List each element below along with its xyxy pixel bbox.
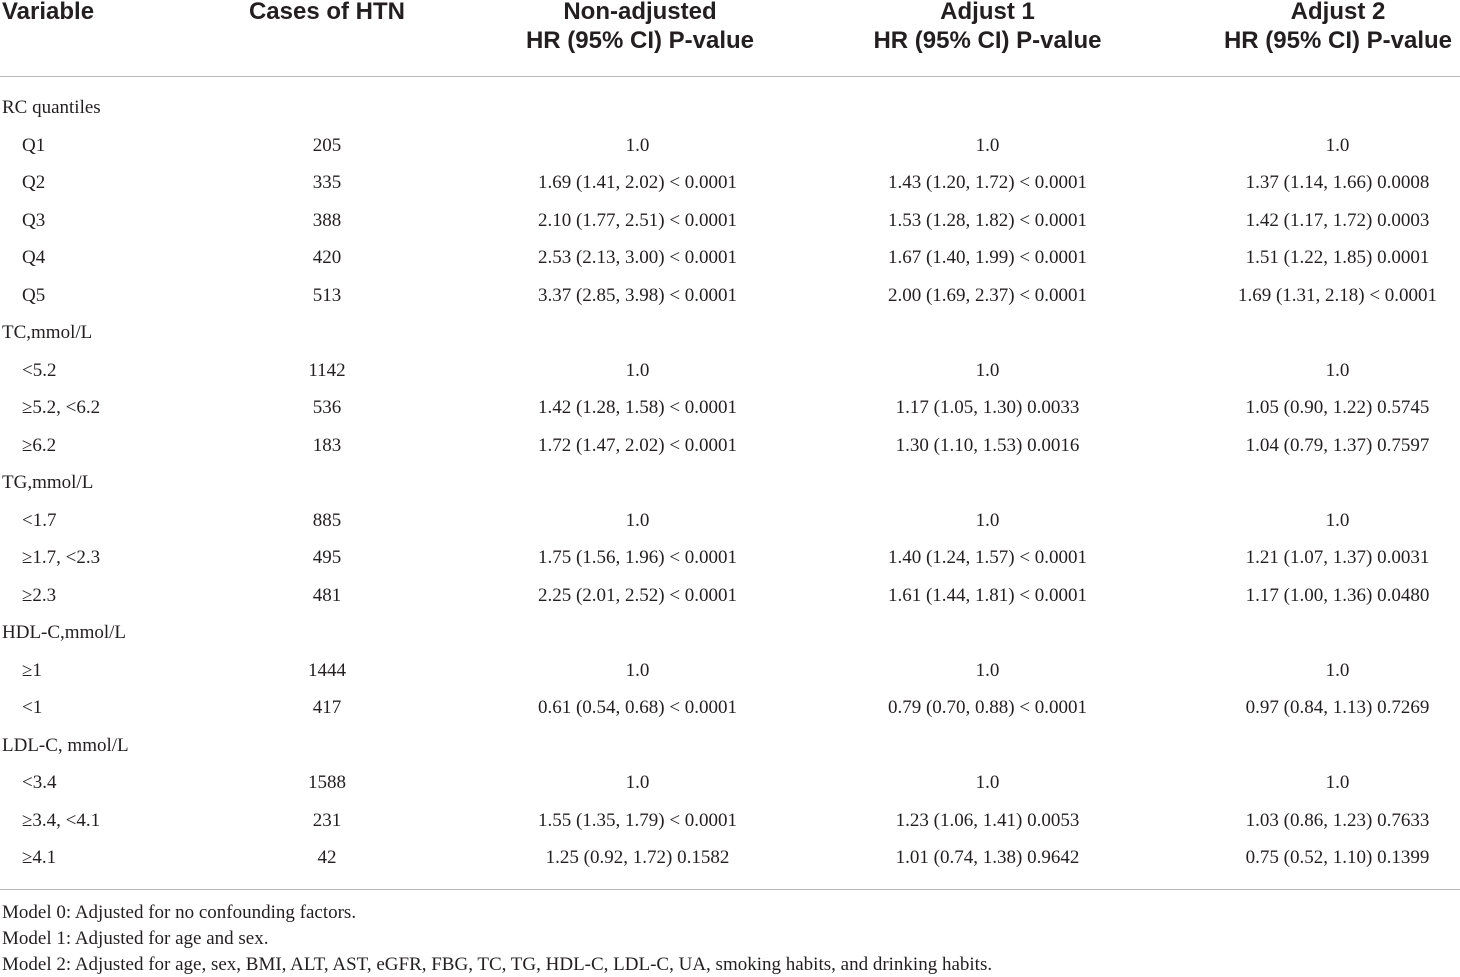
group-row	[0, 471, 1460, 508]
table-row	[0, 434, 1460, 471]
variable-cell: <5.2	[22, 359, 57, 381]
adjust-1-cell: 1.40 (1.24, 1.57) < 0.0001	[887, 547, 1088, 568]
adjust-1-cell: 1.23 (1.06, 1.41) 0.0053	[895, 809, 1080, 831]
adjust-2-cell: 0.75 (0.52, 1.10) 0.1399	[1245, 847, 1430, 868]
adjust-2-cell: 1.05 (0.90, 1.22) 0.5745	[1245, 397, 1430, 418]
variable-cell: Q2	[22, 172, 46, 193]
cases-cell: 481	[312, 584, 342, 606]
cases-cell: 536	[312, 397, 342, 418]
adjust-1-cell: 1.67 (1.40, 1.99) < 0.0001	[887, 247, 1088, 268]
non-adjusted-cell: 1.0	[625, 509, 650, 531]
variable-cell: ≥4.1	[22, 847, 57, 868]
header-adjust-2-title: Adjust 2	[1290, 0, 1386, 25]
cases-cell: 183	[312, 434, 342, 456]
footnote-model-2: Model 2: Adjusted for age, sex, BMI, ALT, AST, eGFR, FBG, TC, TG, HDL-C, LDL-C, UA, smoking habits, and drinking habits.	[2, 954, 993, 975]
adjust-1-cell: 1.17 (1.05, 1.30) 0.0033	[895, 397, 1080, 418]
table-row	[0, 171, 1460, 208]
adjust-2-cell: 1.21 (1.07, 1.37) 0.0031	[1245, 547, 1430, 568]
adjust-2-cell: 1.51 (1.22, 1.85) 0.0001	[1245, 247, 1430, 268]
non-adjusted-cell: 1.25 (0.92, 1.72) 0.1582	[545, 847, 730, 868]
table-row	[0, 809, 1460, 846]
non-adjusted-cell: 1.69 (1.41, 2.02) < 0.0001	[537, 172, 738, 193]
variable-cell: ≥5.2, <6.2	[22, 397, 101, 418]
non-adjusted-cell: 1.75 (1.56, 1.96) < 0.0001	[537, 547, 738, 568]
header-adjust-2-subtitle: HR (95% CI) P-value	[1223, 27, 1453, 54]
adjust-1-cell: 1.43 (1.20, 1.72) < 0.0001	[887, 172, 1088, 193]
group-row	[0, 621, 1460, 658]
header-divider	[0, 76, 1460, 77]
variable-cell: Q5	[22, 284, 46, 306]
table-row	[0, 396, 1460, 433]
cases-cell: 1142	[308, 359, 346, 381]
group-label: HDL-C,mmol/L	[2, 622, 127, 643]
cases-cell: 513	[312, 284, 342, 306]
variable-cell: Q4	[22, 247, 46, 268]
table-row	[0, 546, 1460, 583]
non-adjusted-cell: 1.0	[625, 659, 650, 681]
non-adjusted-cell: 1.0	[625, 772, 650, 793]
group-row	[0, 96, 1460, 133]
variable-cell: <1	[22, 697, 43, 718]
footnote-model-1: Model 1: Adjusted for age and sex.	[2, 928, 269, 949]
cases-cell: 205	[312, 134, 342, 156]
cases-cell: 417	[312, 697, 342, 718]
adjust-2-cell: 1.37 (1.14, 1.66) 0.0008	[1245, 172, 1430, 193]
adjust-2-cell: 1.0	[1325, 134, 1350, 156]
table-row	[0, 246, 1460, 283]
table-row	[0, 284, 1460, 321]
table-row	[0, 696, 1460, 733]
non-adjusted-cell: 3.37 (2.85, 3.98) < 0.0001	[537, 284, 738, 306]
table-row	[0, 659, 1460, 696]
group-row	[0, 321, 1460, 358]
adjust-2-cell: 1.17 (1.00, 1.36) 0.0480	[1245, 584, 1430, 606]
group-label: TC,mmol/L	[2, 322, 93, 343]
header-adjust-1-subtitle: HR (95% CI) P-value	[873, 27, 1102, 54]
group-label: RC quantiles	[2, 97, 101, 118]
adjust-1-cell: 1.0	[975, 772, 1000, 793]
header-adjust-1	[860, 0, 1115, 55]
cases-cell: 1588	[308, 772, 346, 793]
adjust-1-cell: 1.0	[975, 359, 1000, 381]
cases-cell: 388	[312, 209, 342, 231]
footnote-model-0: Model 0: Adjusted for no confounding factors.	[2, 902, 357, 923]
header-adjust-1-title: Adjust 1	[940, 0, 1035, 25]
group-label: TG,mmol/L	[2, 472, 94, 493]
non-adjusted-cell: 2.53 (2.13, 3.00) < 0.0001	[537, 247, 738, 268]
cases-cell: 1444	[308, 659, 346, 681]
adjust-1-cell: 2.00 (1.69, 2.37) < 0.0001	[887, 284, 1088, 306]
non-adjusted-cell: 0.61 (0.54, 0.68) < 0.0001	[537, 697, 738, 718]
table-row	[0, 584, 1460, 621]
adjust-2-cell: 1.42 (1.17, 1.72) 0.0003	[1245, 209, 1430, 231]
adjust-2-cell: 1.0	[1325, 659, 1350, 681]
adjust-1-cell: 1.0	[975, 134, 1000, 156]
non-adjusted-cell: 1.0	[625, 134, 650, 156]
group-row	[0, 734, 1460, 771]
non-adjusted-cell: 1.55 (1.35, 1.79) < 0.0001	[537, 809, 738, 831]
header-non-adjusted-subtitle: HR (95% CI) P-value	[525, 27, 755, 54]
adjust-2-cell: 1.04 (0.79, 1.37) 0.7597	[1245, 434, 1430, 456]
adjust-2-cell: 1.69 (1.31, 2.18) < 0.0001	[1237, 284, 1438, 306]
table-row	[0, 359, 1460, 396]
cases-cell: 885	[312, 509, 342, 531]
adjust-1-cell: 1.0	[975, 659, 1000, 681]
variable-cell: ≥6.2	[22, 434, 57, 456]
adjust-1-cell: 1.30 (1.10, 1.53) 0.0016	[895, 434, 1080, 456]
footer-divider	[0, 889, 1460, 890]
variable-cell: Q3	[22, 209, 46, 231]
header-variable: Variable	[2, 0, 95, 25]
table-row	[0, 771, 1460, 808]
header-cases-of-htn: Cases of HTN	[248, 0, 406, 25]
group-label: LDL-C, mmol/L	[2, 734, 129, 756]
variable-cell: ≥3.4, <4.1	[22, 809, 101, 831]
cases-cell: 420	[312, 247, 342, 268]
header-non-adjusted	[520, 0, 760, 55]
adjust-1-cell: 1.0	[975, 509, 1000, 531]
adjust-1-cell: 1.53 (1.28, 1.82) < 0.0001	[887, 209, 1088, 231]
variable-cell: ≥1	[22, 659, 42, 681]
adjust-2-cell: 1.0	[1325, 359, 1350, 381]
variable-cell: ≥2.3	[22, 584, 57, 606]
variable-cell: Q1	[22, 134, 46, 156]
non-adjusted-cell: 1.0	[625, 359, 650, 381]
table-row	[0, 846, 1460, 883]
adjust-2-cell: 1.0	[1325, 509, 1350, 531]
cases-cell: 335	[312, 172, 342, 193]
non-adjusted-cell: 1.72 (1.47, 2.02) < 0.0001	[537, 434, 738, 456]
variable-cell: <3.4	[22, 772, 57, 793]
adjust-1-cell: 1.61 (1.44, 1.81) < 0.0001	[887, 584, 1088, 606]
table-row	[0, 134, 1460, 171]
table-row	[0, 209, 1460, 246]
adjust-2-cell: 1.03 (0.86, 1.23) 0.7633	[1245, 809, 1430, 831]
variable-cell: <1.7	[22, 509, 57, 531]
non-adjusted-cell: 2.10 (1.77, 2.51) < 0.0001	[537, 209, 738, 231]
header-adjust-2	[1208, 0, 1460, 55]
variable-cell: ≥1.7, <2.3	[22, 547, 101, 568]
table-header	[0, 0, 1460, 76]
adjust-2-cell: 1.0	[1325, 772, 1350, 793]
adjust-1-cell: 1.01 (0.74, 1.38) 0.9642	[895, 847, 1080, 868]
non-adjusted-cell: 1.42 (1.28, 1.58) < 0.0001	[537, 397, 738, 418]
cases-cell: 495	[312, 547, 342, 568]
cases-cell: 42	[317, 847, 337, 868]
table-row	[0, 509, 1460, 546]
cases-cell: 231	[312, 809, 342, 831]
header-non-adjusted-title: Non-adjusted	[563, 0, 717, 25]
non-adjusted-cell: 2.25 (2.01, 2.52) < 0.0001	[537, 584, 738, 606]
adjust-2-cell: 0.97 (0.84, 1.13) 0.7269	[1245, 697, 1430, 718]
adjust-1-cell: 0.79 (0.70, 0.88) < 0.0001	[887, 697, 1088, 718]
